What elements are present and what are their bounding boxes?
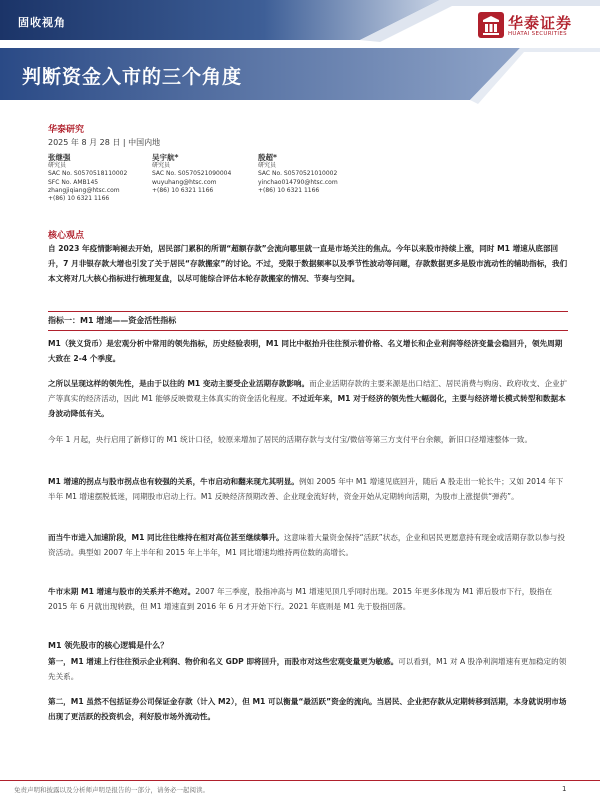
- paragraph-bold: 第一，M1 增速上行往往预示企业利润、物价和名义 GDP 即将回升，而股市对这些宏观变量更为敏感。: [48, 657, 399, 666]
- huatai-logo-icon: [478, 12, 504, 38]
- paragraph-text: 可以看到，M1 对 A 股净利润增速有更加稳定的领先关系。: [48, 657, 567, 681]
- page-number: 1: [562, 785, 567, 793]
- paragraph-text: 2007 年三季度，股指冲高与 M1 增速见顶几乎同时出现。2015 年更多体现为 M1 滞后股市下行，股指在 2015 年 6 月就出现转跌，但 M1 增速直到 2016 年 6 月才开始下行。2021 年底则是 M1 先于股指回落。: [48, 587, 553, 611]
- analyst-role: 研究员: [152, 162, 171, 170]
- analyst-sac: SAC No. S0570521010002: [258, 170, 338, 178]
- section-heading-box: [48, 311, 568, 331]
- analyst-phone: +(86) 10 6321 1166: [258, 186, 320, 194]
- analyst-name: 张继强: [48, 153, 71, 162]
- report-banner: [0, 0, 600, 108]
- analyst-email[interactable]: wuyuhang@htsc.com: [152, 178, 217, 186]
- paragraph: [48, 694, 568, 724]
- paragraph-bold: 第二，M1 虽然不包括证券公司保证金存款（计入 M2），但 M1 可以衡量“最活跃”资金的流向。当居民、企业把存款从定期转移到活期，本身就说明市场出现了更活跃的投资机会，利好股市场外流动性。: [48, 697, 567, 721]
- disclaimer-note: 免责声明和披露以及分析师声明是报告的一部分，请务必一起阅读。: [14, 786, 209, 794]
- paragraph: [48, 584, 568, 614]
- section-heading: 指标一：M1 增速——资金活性指标: [48, 316, 177, 325]
- analyst-name: 殷超*: [258, 153, 277, 162]
- paragraph-text: 而企业活期存款的主要来源是出口结汇、居民消费与购房、政府收支、企业扩产等真实的经济活动，因此 M1 能够反映微观主体真实的资金活化程度。: [48, 379, 568, 403]
- analyst-phone: +(86) 10 6321 1166: [48, 195, 110, 203]
- analyst-name: 吴宇航*: [152, 153, 179, 162]
- paragraph: [48, 336, 568, 366]
- paragraph-bold: 而当牛市进入加速阶段，M1 同比往往维持在相对高位甚至继续攀升。: [48, 533, 284, 542]
- core-view-text: 自 2023 年疫情影响褪去开始，居民部门累积的所谓“超额存款”会流向哪里就一直是市场关注的焦点。今年以来股市持续上涨，同时 M1 增速从底部回升，7 月非银存款大增也引发了关于居民“存款搬家”的讨论。不过，受限于数据频率以及季节性波动等问题，存款数据更多是股市流动性的辅助指标，我们本文将对几大核心指标进行梳理复盘，以尽可能综合评估本轮存款搬家的情况、节奏与空间。: [48, 244, 568, 283]
- analyst-sac: SAC No. S0570518110002: [48, 170, 128, 178]
- analyst-list: [48, 154, 568, 216]
- analyst-card: [152, 154, 231, 195]
- analyst-card: [258, 154, 338, 195]
- analyst-phone: +(86) 10 6321 1166: [152, 186, 214, 194]
- question-heading: M1 领先股市的核心逻辑是什么？: [48, 641, 169, 650]
- analyst-sac: SAC No. S0570521090004: [152, 170, 232, 178]
- research-org: 华泰研究: [48, 125, 85, 135]
- brand-block: [478, 10, 596, 42]
- brand-name-en: HUATAI SECURITIES: [508, 31, 567, 37]
- paragraph: [48, 432, 568, 447]
- series-tag: 固收视角: [18, 16, 66, 29]
- paragraph: [48, 474, 568, 504]
- footer-rule: [0, 780, 600, 781]
- analyst-email[interactable]: zhangjiqiang@htsc.com: [48, 186, 120, 194]
- analyst-role: 研究员: [48, 162, 67, 170]
- paragraph: [48, 530, 568, 560]
- paragraph-bold: M1（狭义货币）是宏观分析中常用的领先指标，历史经验表明，M1 同比中枢抬升往往预示着价格、名义增长和企业利润等经济变量会稳回升，领先周期大致在 2-4 个季度。: [48, 339, 563, 363]
- analyst-card: [48, 154, 127, 203]
- paragraph-text: 这意味着大量资金保持“活跃”状态，企业和居民更愿意持有现金或活期存款以参与投资活动。典型如 2007 年上半年和 2015 年上半年，M1 同比增速均维持两位数的高增长。: [48, 533, 565, 557]
- paragraph-text: 今年 1 月起，央行启用了新修订的 M1 统计口径，较原来增加了居民的活期存款与支付宝/微信等第三方支付平台余额，新旧口径增速整体一致。: [48, 435, 533, 444]
- paragraph-text: 例如 2005 年中 M1 增速见底回升，随后 A 股走出一轮长牛；又如 2014 年下半年 M1 增速摆脱低迷，同期股市启动上行。M1 反映经济预期改善、企业现金流好转，资金开始从定期转向活期，为股市上涨提供“弹药”。: [48, 477, 564, 501]
- page-title: 判断资金入市的三个角度: [22, 66, 243, 88]
- paragraph-bold: 之所以呈现这样的领先性，是由于以往的 M1 变动主要受企业活期存款影响。: [48, 379, 310, 388]
- analyst-email[interactable]: yinchao014790@htsc.com: [258, 178, 338, 186]
- paragraph-bold: 牛市末期 M1 增速与股市的关系并不绝对。: [48, 587, 196, 596]
- analyst-role: 研究员: [258, 162, 277, 170]
- core-view-heading: 核心观点: [48, 231, 85, 241]
- paragraph: [48, 376, 568, 421]
- brand-name-cn: 华泰证券: [508, 14, 573, 32]
- analyst-sfc: SFC No. AMB145: [48, 178, 99, 186]
- report-date: 2025 年 8 月 28 日 | 中国内地: [48, 138, 161, 147]
- paragraph: [48, 654, 568, 684]
- paragraph-bold: 不过近年来，M1 对于经济的领先性大幅弱化，主要与经济增长模式转型和数据本身波动降低有关。: [48, 394, 566, 418]
- paragraph-bold: M1 增速的拐点与股市拐点也有较强的关系，牛市启动和翻来现尤其明显。: [48, 477, 299, 486]
